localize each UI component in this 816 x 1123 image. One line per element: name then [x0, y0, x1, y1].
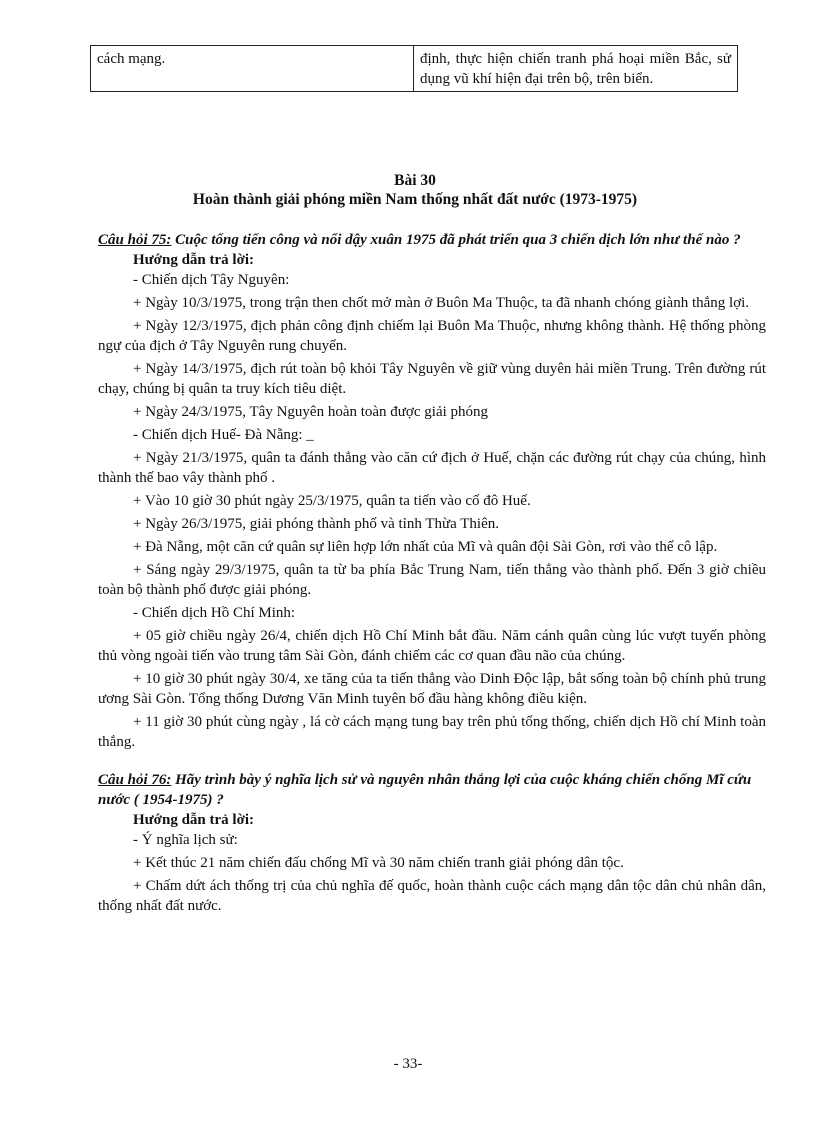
paragraph: + Ngày 24/3/1975, Tây Nguyên hoàn toàn được giải phóng: [133, 404, 489, 420]
paragraph: - Chiến dịch Huế- Đà Nẵng: _: [133, 427, 314, 443]
question-76: [98, 770, 766, 810]
paragraph: + 05 giờ chiều ngày 26/4, chiến dịch Hồ Chí Minh bắt đầu. Năm cánh quân cùng lúc vượt tuyến phòng thủ vòng ngoài tiến vào trung tâm Sài Gòn, đánh chiếm các cơ quan đầu não của chúng.: [98, 628, 766, 664]
table-row: [91, 46, 738, 92]
paragraph: + Ngày 26/3/1975, giải phóng thành phố và tỉnh Thừa Thiên.: [133, 516, 499, 532]
section-spacer: [98, 752, 766, 770]
paragraph: - Ý nghĩa lịch sử:: [133, 832, 238, 848]
paragraph: + Ngày 14/3/1975, địch rút toàn bộ khỏi Tây Nguyên về giữ vùng duyên hải miền Trung. Trên đường rút chạy, chúng bị quân ta truy kích tiêu diệt.: [98, 361, 766, 397]
paragraph: + Kết thúc 21 năm chiến đấu chống Mĩ và 30 năm chiến tranh giải phóng dân tộc.: [133, 855, 624, 871]
lesson-number: Bài 30: [394, 172, 436, 189]
paragraph: - Chiến dịch Hồ Chí Minh:: [133, 605, 296, 621]
paragraph: - Chiến dịch Tây Nguyên:: [133, 272, 290, 288]
question-76-text: Hãy trình bày ý nghĩa lịch sử và nguyên nhân thắng lợi của cuộc kháng chiến chống Mĩ cứu nước ( 1954-1975) ?: [98, 772, 752, 808]
question-75: [98, 230, 766, 250]
page-number: - 33-: [393, 1056, 423, 1072]
table-cell-left: cách mạng.: [91, 46, 414, 92]
lesson-title: Hoàn thành giải phóng miền Nam thống nhất đất nước (1973-1975): [192, 191, 638, 208]
answer-guide-heading: Hướng dẫn trả lời:: [133, 812, 255, 828]
continuation-table: [90, 45, 738, 92]
answer-guide-heading: Hướng dẫn trả lời:: [133, 252, 255, 268]
paragraph: + Đà Nẵng, một căn cứ quân sự liên hợp lớn nhất của Mĩ và quân đội Sài Gòn, rơi vào thế cô lập.: [133, 539, 718, 555]
question-75-text: Cuộc tổng tiến công và nổi dậy xuân 1975 đã phát triển qua 3 chiến dịch lớn như thế nào ?: [171, 232, 741, 248]
paragraph: + Sáng ngày 29/3/1975, quân ta từ ba phía Bắc Trung Nam, tiến thẳng vào thành phố. Đến 3 giờ chiều toàn bộ thành phố được giải phóng.: [98, 562, 766, 598]
question-75-label: Câu hỏi 75:: [98, 232, 172, 248]
paragraph: + 11 giờ 30 phút cùng ngày , lá cờ cách mạng tung bay trên phủ tổng thống, chiến dịch Hồ chí Minh toàn thắng.: [98, 714, 766, 750]
paragraph: + Ngày 12/3/1975, địch phản công định chiếm lại Buôn Ma Thuộc, nhưng không thành. Hệ thống phòng ngự của địch ở Tây Nguyên rung chuyển.: [98, 318, 766, 354]
document-body: [98, 230, 766, 916]
paragraph: + Chấm dứt ách thống trị của chủ nghĩa đế quốc, hoàn thành cuộc cách mạng dân tộc dân chủ nhân dân, thống nhất đất nước.: [98, 878, 766, 914]
question-76-label: Câu hỏi 76:: [98, 772, 172, 788]
paragraph: + Ngày 10/3/1975, trong trận then chốt mở màn ở Buôn Ma Thuộc, ta đã nhanh chóng giành thắng lợi.: [133, 295, 750, 311]
paragraph: + Vào 10 giờ 30 phút ngày 25/3/1975, quân ta tiến vào cố đô Huế.: [133, 493, 531, 509]
paragraph: + 10 giờ 30 phút ngày 30/4, xe tăng của ta tiến thẳng vào Dinh Độc lập, bắt sống toàn bộ chính phủ trung ương Sài Gòn. Tổng thống Dương Văn Minh tuyên bố đầu hàng không điều kiện.: [98, 671, 766, 707]
table-cell-right: định, thực hiện chiến tranh phá hoại miền Bắc, sử dụng vũ khí hiện đại trên bộ, trên biển.: [414, 46, 738, 92]
paragraph: + Ngày 21/3/1975, quân ta đánh thẳng vào căn cứ địch ở Huế, chặn các đường rút chạy của chúng, hình thành thế bao vây thành phố .: [98, 450, 766, 486]
